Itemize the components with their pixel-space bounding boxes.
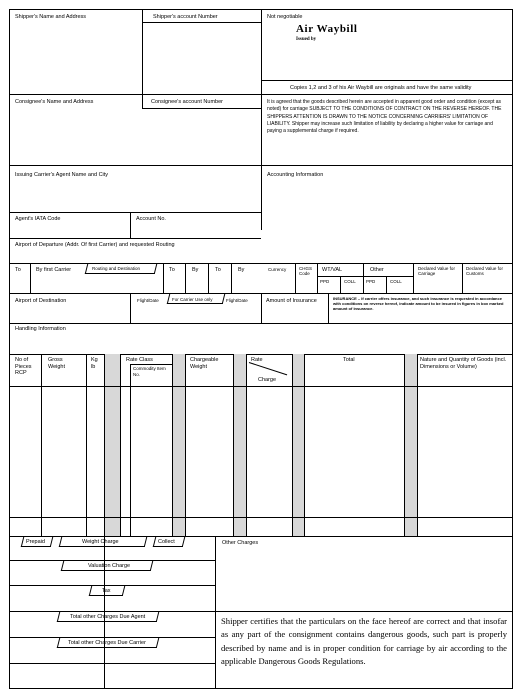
divider: [172, 354, 173, 536]
divider: [9, 263, 513, 264]
routing-destination-label: Routing and Destination: [92, 266, 141, 271]
insurance-note: INSURANCE – If carrier offers insurance, and such insurance is requested in accordance with conditions on reverse hereof, indicate amount to be insured in figures in box marked amount of insurance.: [333, 296, 504, 311]
other-charges-label: Other Charges: [222, 540, 259, 546]
divider: [386, 276, 387, 293]
divider: [9, 94, 513, 95]
commodity-item-header: Commodity Item No.: [133, 366, 166, 377]
weight-charge-label: Weight Charge: [82, 539, 119, 545]
divider: [163, 263, 164, 293]
divider: [130, 293, 131, 323]
chargeable-weight-header: Chargeable Weight: [190, 357, 219, 370]
divider: [413, 263, 414, 293]
amount-insurance-label: Amount of Insurance: [266, 298, 317, 304]
divider: [120, 354, 121, 536]
shaded-column: [292, 354, 304, 536]
divider: [130, 212, 131, 238]
not-negotiable-label: Not negotiable: [267, 14, 303, 20]
divider: [208, 263, 209, 293]
prepaid-label: Prepaid: [26, 539, 45, 545]
divider: [295, 263, 296, 293]
divider: [233, 354, 234, 536]
document-title: Air Waybill: [296, 23, 358, 35]
collect-label: Collect: [158, 539, 175, 545]
divider: [9, 323, 513, 324]
divider: [261, 293, 262, 323]
issuing-agent-label: Issuing Carrier's Agent Name and City: [15, 172, 109, 178]
charge-header: Charge: [258, 377, 277, 383]
divider: [142, 22, 261, 23]
divider: [317, 263, 318, 293]
chgs-code-label: CHGS Code: [299, 266, 313, 277]
divider: [304, 354, 305, 536]
divider: [292, 354, 293, 536]
shaded-column: [172, 354, 185, 536]
declared-carriage-label: Declared Value for Carriage: [418, 266, 455, 277]
divider: [317, 276, 413, 277]
pieces-header: No of Pieces RCP: [15, 357, 32, 377]
divider: [185, 263, 186, 293]
divider: [86, 354, 87, 536]
divider: [417, 354, 418, 536]
divider: [9, 238, 261, 239]
coll-label-1: COLL: [344, 279, 356, 284]
carrier-use-label: For Carrier Use only: [172, 297, 213, 302]
total-other-agent-label: Total other Charges Due Agent: [70, 614, 146, 620]
shipper-certification: Shipper certifies that the particulars on the face hereof are correct and that insofar as any part of the consignment contains dangerous goods, such part is properly described by name and is in proper condition for carriage by air according to the applicable Dangerous Goods Regulations.: [221, 616, 507, 666]
divider: [130, 364, 131, 536]
agent-iata-label: Agent's IATA Code: [15, 216, 61, 222]
divider: [328, 293, 329, 323]
divider: [246, 354, 247, 536]
kg-lb-header: Kg lb: [91, 357, 98, 370]
total-other-carrier-label: Total other Charges Due Carrier: [68, 640, 146, 646]
shaded-column: [233, 354, 246, 536]
carriage-terms: It is agreed that the goods described herein are accepted in apparent good order and condition (except as noted) for carriage SUBJECT TO THE CONDITIONS OF CONTRACT ON THE REVERSE HEREOF. THE SHIPPERS ATTENTION IS DRAWN TO THE NOTICE CONCERNING CARRIERS' LIMITATION OF LIABILITY. Shipper may increase such limitation of liability by declaring a higher value for carriage and paying a supplemental charge if required.: [267, 99, 502, 134]
divider: [215, 611, 513, 612]
valuation-charge-label: Valuation Charge: [88, 563, 131, 569]
currency-label: Currency: [268, 267, 287, 272]
shaded-column: [104, 354, 120, 536]
divider: [9, 354, 513, 355]
divider: [261, 80, 513, 81]
divider: [130, 364, 172, 365]
divider: [104, 354, 105, 536]
divider: [142, 94, 143, 108]
divider: [9, 165, 513, 166]
declared-customs-label: Declared Value for Customs: [466, 266, 503, 277]
copies-note: Copies 1,2 and 3 of his Air Waybill are originals and have the same validity: [290, 85, 472, 91]
to-label-3: To: [215, 267, 221, 273]
divider: [215, 536, 216, 689]
nature-goods-header: Nature and Quantity of Goods (incl. Dimensions or Volume): [420, 357, 507, 371]
consignee-account-label: Consignee's account Number: [151, 99, 223, 105]
divider: [404, 354, 405, 536]
issued-by-label: Issued by: [296, 37, 317, 42]
ppd-label-2: PPD: [366, 279, 376, 284]
total-header: Total: [343, 357, 355, 363]
divider: [9, 517, 513, 518]
other-label: Other: [370, 267, 384, 273]
handling-info-label: Handling Information: [15, 326, 66, 332]
divider: [9, 386, 513, 387]
accounting-info-label: Accounting Information: [267, 172, 324, 178]
consignee-name-label: Consignee's Name and Address: [15, 99, 94, 105]
divider: [340, 276, 341, 293]
divider: [462, 263, 463, 293]
divider: [185, 354, 186, 536]
account-no-label: Account No.: [136, 216, 166, 222]
rate-header: Rate: [251, 357, 263, 363]
ppd-label-1: PPD: [320, 279, 330, 284]
divider: [363, 263, 364, 293]
by-label-2: By: [192, 267, 199, 273]
flight-date-label-2: Flight/Date: [226, 298, 248, 303]
divider: [9, 212, 261, 213]
gross-weight-header: Gross Weight: [48, 357, 66, 370]
coll-label-2: COLL: [390, 279, 402, 284]
airport-departure-label: Airport of Departure (Addr. Of first Carrier) and requested Routing: [15, 242, 175, 248]
shipper-name-label: Shipper's Name and Address: [15, 14, 87, 20]
divider: [142, 108, 261, 109]
to-label: To: [15, 267, 21, 273]
flight-date-label-1: Flight/Date: [137, 298, 159, 303]
by-label-3: By: [238, 267, 245, 273]
wt-val-label: WT/VAL: [322, 267, 343, 273]
to-label-2: To: [169, 267, 175, 273]
by-first-carrier-label: By first Carrier: [36, 267, 72, 273]
shipper-account-label: Shipper's account Number: [153, 14, 218, 20]
shaded-column: [404, 354, 417, 536]
divider: [231, 263, 232, 293]
divider: [261, 9, 262, 230]
divider: [41, 354, 42, 536]
divider: [9, 663, 215, 664]
rate-class-header: Rate Class: [126, 357, 153, 363]
divider: [30, 263, 31, 293]
tax-label: Tax: [102, 588, 111, 594]
airport-destination-label: Airport of Destination: [15, 298, 67, 304]
